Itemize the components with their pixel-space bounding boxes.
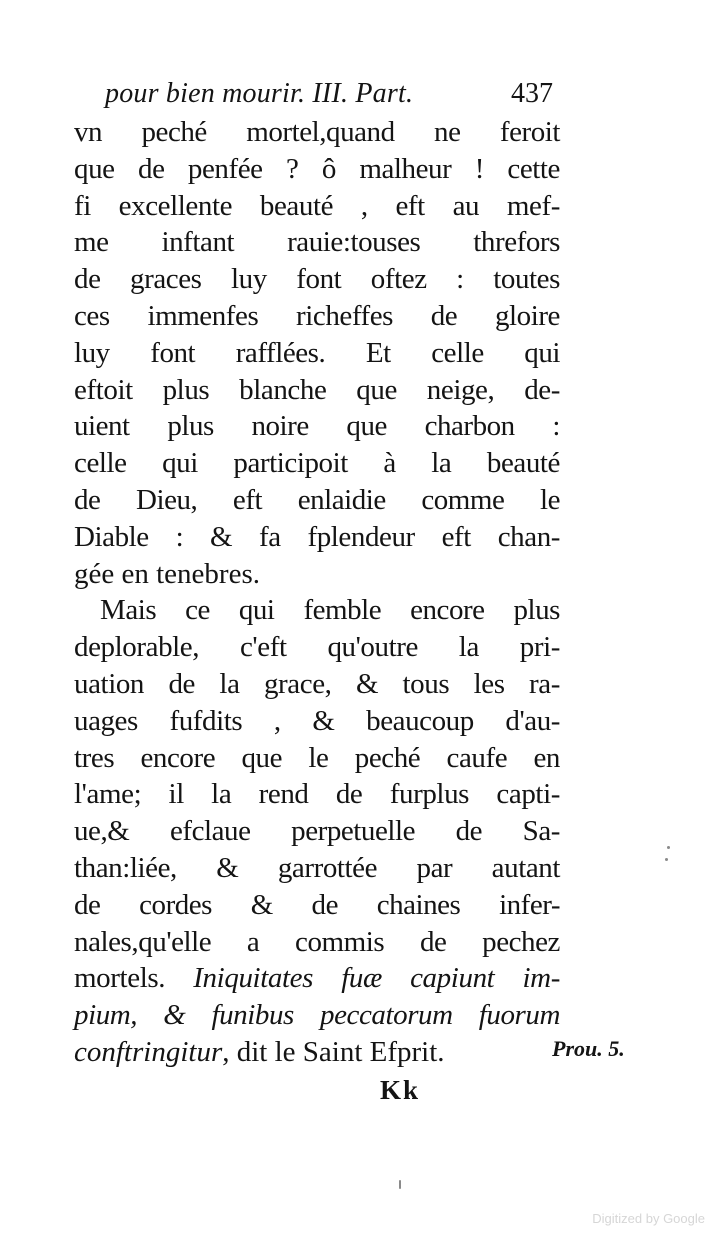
text-line: de cordes & de chaines infer- [74, 888, 560, 921]
text-line: tres encore que le peché caufe en [74, 741, 560, 774]
text-line [60, 960, 560, 997]
text-line: uient plus noire que charbon : [74, 410, 560, 443]
text-line: Diable : & fa fplendeur eft chan- [74, 520, 560, 553]
page-number: 437 [511, 78, 553, 109]
text-line: celle qui participoit à la beauté [74, 447, 560, 480]
body-text [60, 114, 560, 1071]
text-line: luy font rafflées. Et celle qui [74, 336, 560, 369]
latin-quote-segment: pium, & funibus peccatorum fuorum [74, 999, 560, 1032]
ink-speck [667, 846, 670, 849]
signature-mark: Kk [380, 1075, 421, 1105]
latin-quote-segment: conftringitur [74, 1035, 223, 1068]
text-line: ue,& efclaue perpetuelle de Sa- [74, 815, 560, 848]
text-line [60, 997, 560, 1034]
running-title: pour bien mourir. III. Part. [105, 78, 414, 109]
text-line: uation de la grace, & tous les ra- [74, 667, 560, 700]
text-line: nales,qu'elle a commis de pechez [74, 925, 560, 958]
text-line: de Dieu, eft enlaidie comme le [74, 483, 560, 516]
latin-quote-segment: Iniquitates fuæ capiunt im- [193, 962, 560, 995]
text-line: que de penfée ? ô malheur ! cette [74, 152, 560, 185]
text-line: vn peché mortel,quand ne feroit [74, 116, 560, 148]
page-header [105, 72, 553, 116]
text-segment: mortels. [74, 962, 194, 995]
text-line: de graces luy font oftez : toutes [74, 263, 560, 296]
text-line: than:liée, & garrottée par autant [74, 851, 560, 884]
ink-speck [665, 858, 668, 861]
text-line: me inftant rauie:touses threfors [74, 226, 560, 259]
text-line: deplorable, c'eft qu'outre la pri- [74, 631, 560, 664]
text-line [60, 1034, 560, 1071]
text-line: gée en tenebres. [74, 557, 260, 590]
text-line: l'ame; il la rend de furplus capti- [74, 778, 560, 811]
ink-speck [399, 1180, 401, 1189]
text-line: fi excellente beauté , eft au mef- [74, 189, 560, 222]
text-line: ces immenfes richeffes de gloire [74, 299, 560, 332]
text-line: uages fufdits , & beaucoup d'au- [74, 704, 560, 737]
text-line: eftoit plus blanche que neige, de- [74, 373, 560, 406]
text-line: Mais ce qui femble encore plus [100, 594, 560, 627]
digitizer-watermark: Digitized by Google [592, 1211, 705, 1226]
margin-note: Prou. 5. [552, 1036, 625, 1061]
text-segment: , dit le Saint Efprit. [222, 1035, 445, 1068]
